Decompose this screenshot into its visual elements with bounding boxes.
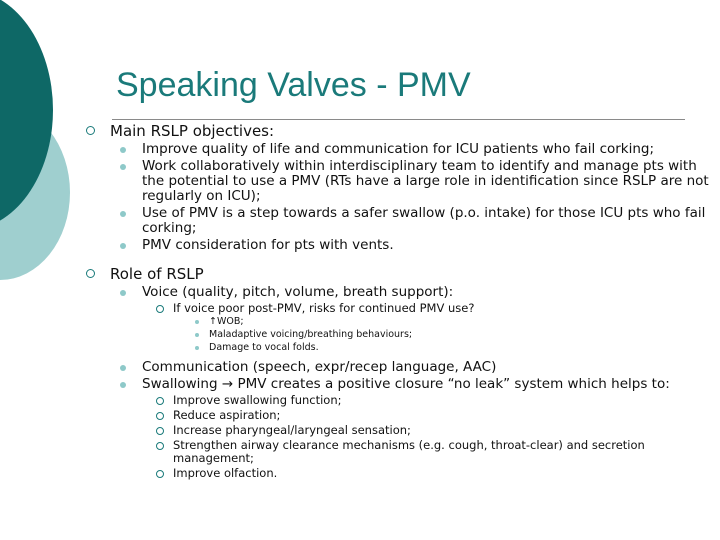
list-item: PMV consideration for pts with vents. [82, 238, 712, 253]
bullet-dot-icon [120, 211, 126, 217]
bullet-ring-icon [156, 305, 164, 313]
sub-list-item: Reduce aspiration; [82, 409, 712, 422]
bullet-dot-icon [120, 147, 126, 153]
slide-title: Speaking Valves - PMV [116, 66, 471, 104]
bullet-ring-icon [156, 412, 164, 420]
list-item: Work collaboratively within interdisciplinary team to identify and manage pts with the potential to use a PMV (RTs have a large role in identification since RSLP are not regularly on ICU); [82, 159, 712, 204]
bullet-dot-icon [120, 382, 126, 388]
list-item: Use of PMV is a step towards a safer swallow (p.o. intake) for those ICU pts who fail corking; [82, 206, 712, 236]
sub-list-item: Increase pharyngeal/laryngeal sensation; [82, 424, 712, 437]
bullet-ring-icon [156, 397, 164, 405]
bullet-dot-icon [195, 333, 199, 337]
bullet-dot-icon [120, 243, 126, 249]
sub-list-item: Improve swallowing function; [82, 394, 712, 407]
bullet-dot-icon [195, 346, 199, 350]
list-item: Voice (quality, pitch, volume, breath support): [82, 285, 712, 300]
bullet-ring-icon [156, 427, 164, 435]
bullet-ring-icon [156, 470, 164, 478]
sub-list-item: Strengthen airway clearance mechanisms (e.g. cough, throat-clear) and secretion management; [82, 439, 712, 465]
sub-sub-list-item: ↑WOB; [82, 316, 712, 328]
bullet-dot-icon [195, 320, 199, 324]
bullet-dot-icon [120, 290, 126, 296]
list-item: Swallowing → PMV creates a positive closure “no leak” system which helps to: [82, 377, 712, 392]
bullet-ring-icon [86, 126, 95, 135]
sub-list-item: Improve olfaction. [82, 467, 712, 480]
sub-sub-list-item: Maladaptive voicing/breathing behaviours; [82, 329, 712, 341]
bullet-ring-icon [86, 269, 95, 278]
bullet-ring-icon [156, 442, 164, 450]
bullet-dot-icon [120, 365, 126, 371]
sub-sub-list-item: Damage to vocal folds. [82, 342, 712, 354]
list-item: Communication (speech, expr/recep language, AAC) [82, 360, 712, 375]
slide-content [82, 122, 712, 480]
sub-list-item: If voice poor post-PMV, risks for continued PMV use? [82, 302, 712, 315]
section-heading-role: Role of RSLP [82, 265, 712, 283]
list-item: Improve quality of life and communication for ICU patients who fail corking; [82, 142, 712, 157]
bullet-dot-icon [120, 164, 126, 170]
title-divider [112, 119, 685, 120]
section-heading-objectives: Main RSLP objectives: [82, 122, 712, 140]
